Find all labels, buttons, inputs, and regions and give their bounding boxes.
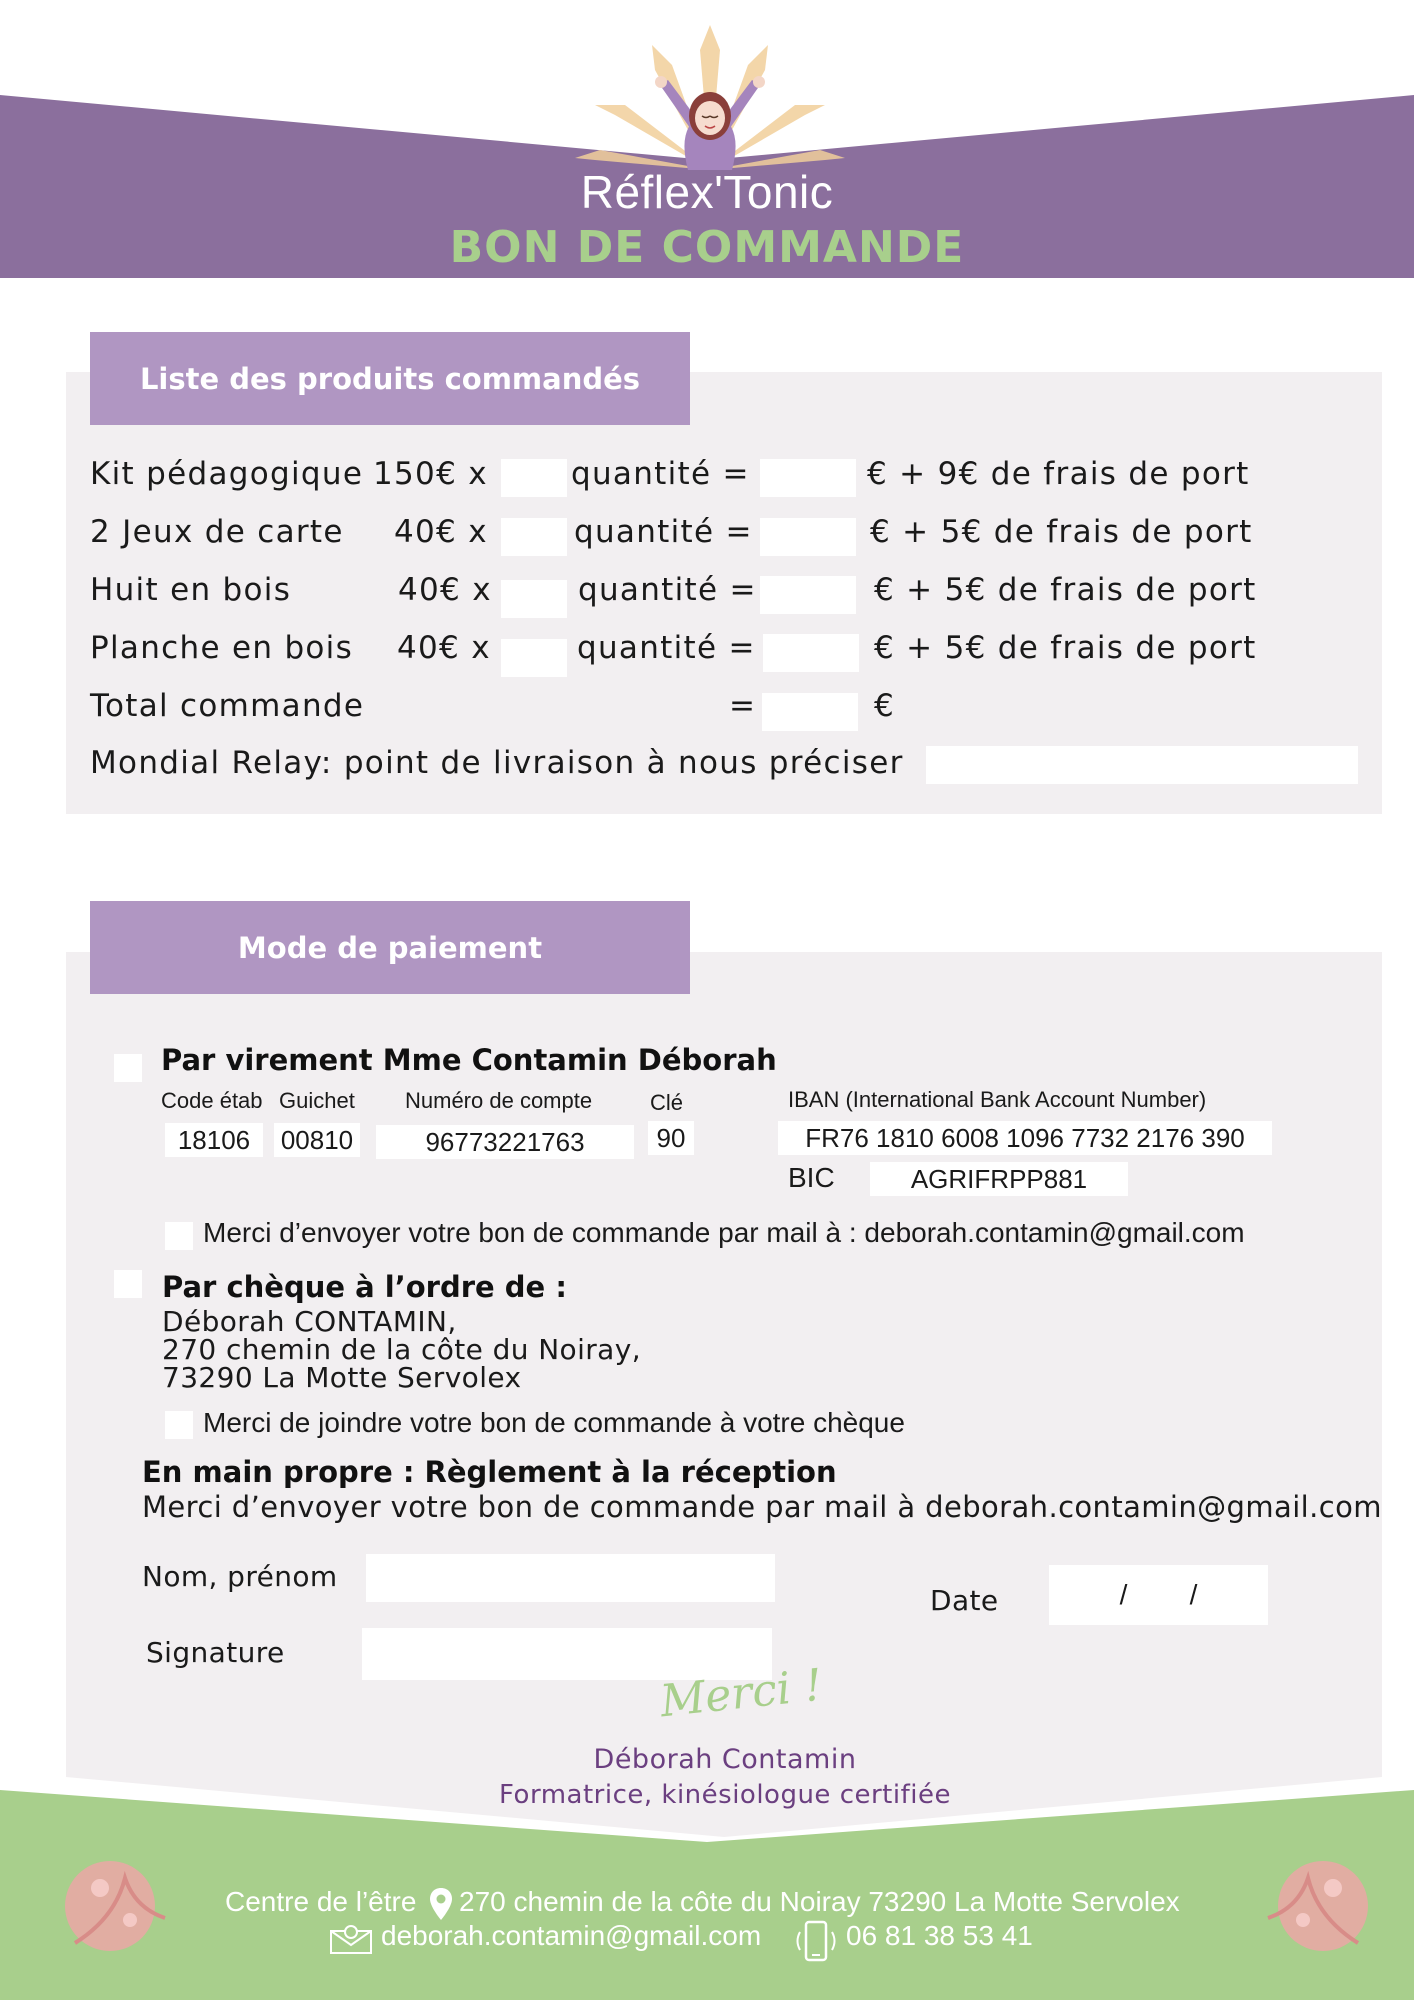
guichet-value: 00810 xyxy=(274,1123,360,1157)
quantity-label: quantité = xyxy=(577,630,756,666)
subtotal-input[interactable] xyxy=(763,634,859,672)
flower-ornament-left-icon xyxy=(55,1848,175,1968)
cheque-address-line2: 270 chemin de la côte du Noiray, xyxy=(162,1333,641,1366)
hand-payment-note: Merci d’envoyer votre bon de commande par mail à deborah.contamin@gmail.com xyxy=(142,1490,1382,1524)
mail-confirm-checkbox[interactable] xyxy=(165,1222,193,1250)
account-number-label: Numéro de compte xyxy=(405,1088,593,1113)
product-name: Planche en bois xyxy=(90,630,354,666)
cheque-address-line3: 73290 La Motte Servolex xyxy=(162,1361,522,1394)
subtotal-input[interactable] xyxy=(760,576,856,614)
footer-address: 270 chemin de la côte du Noiray 73290 La Motte Servolex xyxy=(459,1886,1180,1917)
brand-name: Réflex'Tonic xyxy=(580,166,834,218)
code-etab-label: Code étab xyxy=(161,1088,263,1113)
cle-value: 90 xyxy=(648,1121,694,1155)
shipping-note: € + 5€ de frais de port xyxy=(874,630,1257,666)
shipping-note: € + 9€ de frais de port xyxy=(867,456,1250,492)
product-price: 40€ x xyxy=(397,630,491,666)
quantity-label: quantité = xyxy=(574,514,753,550)
hand-payment-title: En main propre : Règlement à la réception xyxy=(142,1455,837,1489)
shipping-note: € + 5€ de frais de port xyxy=(874,572,1257,608)
product-price: 150€ x xyxy=(373,456,488,492)
total-equals: = xyxy=(729,688,757,724)
iban-value: FR76 1810 6008 1096 7732 2176 390 xyxy=(778,1121,1272,1155)
quantity-input[interactable] xyxy=(501,639,567,677)
cle-label: Clé xyxy=(650,1090,684,1115)
quantity-input[interactable] xyxy=(501,459,567,497)
footer-place: Centre de l’être xyxy=(225,1886,417,1917)
date-label: Date xyxy=(930,1584,999,1617)
bic-label: BIC xyxy=(788,1162,835,1193)
shipping-note: € + 5€ de frais de port xyxy=(870,514,1253,550)
subtotal-input[interactable] xyxy=(760,518,856,556)
total-currency: € xyxy=(874,688,896,724)
payment-section-title: Mode de paiement xyxy=(90,901,690,994)
date-input[interactable]: / / xyxy=(1049,1565,1268,1625)
products-section-title: Liste des produits commandés xyxy=(90,332,690,425)
cheque-title: Par chèque à l’ordre de : xyxy=(162,1270,567,1304)
quantity-input[interactable] xyxy=(501,518,567,556)
iban-label: IBAN (International Bank Account Number) xyxy=(788,1087,1207,1112)
name-input[interactable] xyxy=(366,1554,775,1602)
phone-icon xyxy=(791,1920,841,1962)
product-price: 40€ x xyxy=(394,514,488,550)
email-icon xyxy=(329,1923,373,1955)
guichet-label: Guichet xyxy=(279,1088,355,1113)
page-title: BON DE COMMANDE xyxy=(449,222,965,273)
name-label: Nom, prénom xyxy=(142,1560,338,1593)
cheque-address-line1: Déborah CONTAMIN, xyxy=(162,1305,457,1338)
product-price: 40€ x xyxy=(398,572,492,608)
footer-phone: 06 81 38 53 41 xyxy=(846,1920,1033,1951)
closing-role: Formatrice, kinésiologue certifiée xyxy=(499,1780,951,1810)
footer-email: deborah.contamin@gmail.com xyxy=(381,1920,762,1951)
total-label: Total commande xyxy=(90,688,365,724)
relay-label: Mondial Relay: point de livraison à nous préciser xyxy=(90,745,904,781)
product-name: Kit pédagogique xyxy=(90,456,364,492)
cheque-checkbox[interactable] xyxy=(114,1270,142,1298)
signature-label: Signature xyxy=(146,1636,285,1669)
transfer-title: Par virement Mme Contamin Déborah xyxy=(161,1043,777,1077)
bic-value: AGRIFRPP881 xyxy=(870,1162,1128,1196)
relay-input[interactable] xyxy=(926,746,1358,784)
quantity-label: quantité = xyxy=(578,572,757,608)
total-input[interactable] xyxy=(762,693,858,731)
product-name: 2 Jeux de carte xyxy=(90,514,344,550)
quantity-label: quantité = xyxy=(571,456,750,492)
flower-ornament-right-icon xyxy=(1258,1848,1378,1968)
merci-script: Merci ! xyxy=(657,1659,825,1728)
location-pin-icon xyxy=(428,1887,454,1921)
subtotal-input[interactable] xyxy=(760,459,856,497)
cheque-note: Merci de joindre votre bon de commande à votre chèque xyxy=(203,1407,905,1438)
quantity-input[interactable] xyxy=(501,580,567,618)
mail-note: Merci d’envoyer votre bon de commande par mail à : deborah.contamin@gmail.com xyxy=(203,1217,1245,1248)
account-number-value: 96773221763 xyxy=(376,1125,634,1159)
product-name: Huit en bois xyxy=(90,572,292,608)
transfer-checkbox[interactable] xyxy=(114,1054,142,1082)
cheque-confirm-checkbox[interactable] xyxy=(165,1411,193,1439)
closing-name: Déborah Contamin xyxy=(593,1744,857,1775)
code-etab-value: 18106 xyxy=(165,1123,263,1157)
